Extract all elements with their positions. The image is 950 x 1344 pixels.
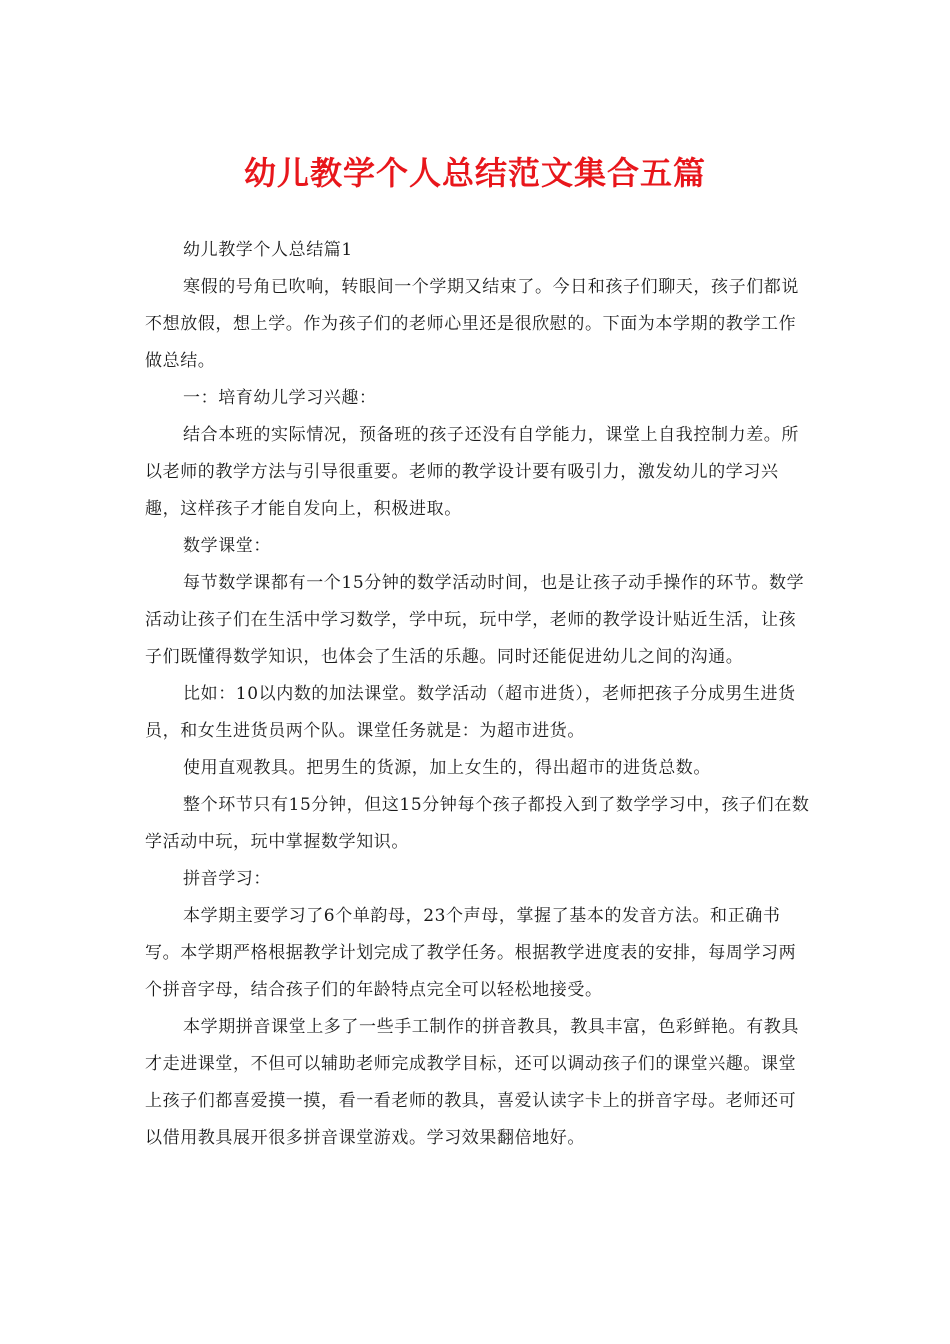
paragraph: 本学期拼音课堂上多了一些手工制作的拼音教具，教具丰富，色彩鲜艳。有教具才走进课堂，不但可以辅助老师完成教学目标，还可以调动孩子们的课堂兴趣。课堂上孩子们都喜爱摸一摸，看一看老师的教具，喜爱认读字卡上的拼音字母。老师还可以借用教具展开很多拼音课堂游戏。学习效果翻倍地好。 bbox=[145, 1017, 799, 1148]
paragraph: 寒假的号角已吹响，转眼间一个学期又结束了。今日和孩子们聊天，孩子们都说不想放假，想上学。作为孩子们的老师心里还是很欣慰的。下面为本学期的教学工作做总结。 bbox=[145, 277, 799, 371]
paragraph: 整个环节只有15分钟，但这15分钟每个孩子都投入到了数学学习中，孩子们在数学活动中玩，玩中掌握数学知识。 bbox=[145, 795, 810, 852]
paragraph: 比如：10以内数的加法课堂。数学活动（超市进货），老师把孩子分成男生进货员，和女生进货员两个队。课堂任务就是：为超市进货。 bbox=[145, 684, 796, 741]
paragraph: 每节数学课都有一个15分钟的数学活动时间，也是让孩子动手操作的环节。数学活动让孩子们在生活中学习数学，学中玩，玩中学，老师的教学设计贴近生活，让孩子们既懂得数学知识，也体会了生活的乐趣。同时还能促进幼儿之间的沟通。 bbox=[145, 573, 805, 667]
document-title: 幼儿教学个人总结范文集合五篇 bbox=[243, 154, 706, 192]
paragraph: 本学期主要学习了6个单韵母，23个声母，掌握了基本的发音方法。和正确书写。本学期严格根据教学计划完成了教学任务。根据教学进度表的安排，每周学习两个拼音字母，结合孩子们的年龄特点完全可以轻松地接受。 bbox=[145, 906, 797, 1000]
paragraph: 结合本班的实际情况，预备班的孩子还没有自学能力，课堂上自我控制力差。所以老师的教学方法与引导很重要。老师的教学设计要有吸引力，激发幼儿的学习兴趣，这样孩子才能自发向上，积极进取。 bbox=[145, 425, 799, 519]
paragraph: 使用直观教具。把男生的货源，加上女生的，得出超市的进货总数。 bbox=[183, 758, 711, 778]
section-heading: 一：培育幼儿学习兴趣： bbox=[183, 388, 377, 408]
section-heading: 数学课堂： bbox=[183, 536, 271, 556]
section-heading: 拼音学习： bbox=[183, 869, 271, 889]
document-body bbox=[145, 232, 813, 1157]
section-heading: 幼儿教学个人总结篇1 bbox=[183, 240, 353, 260]
